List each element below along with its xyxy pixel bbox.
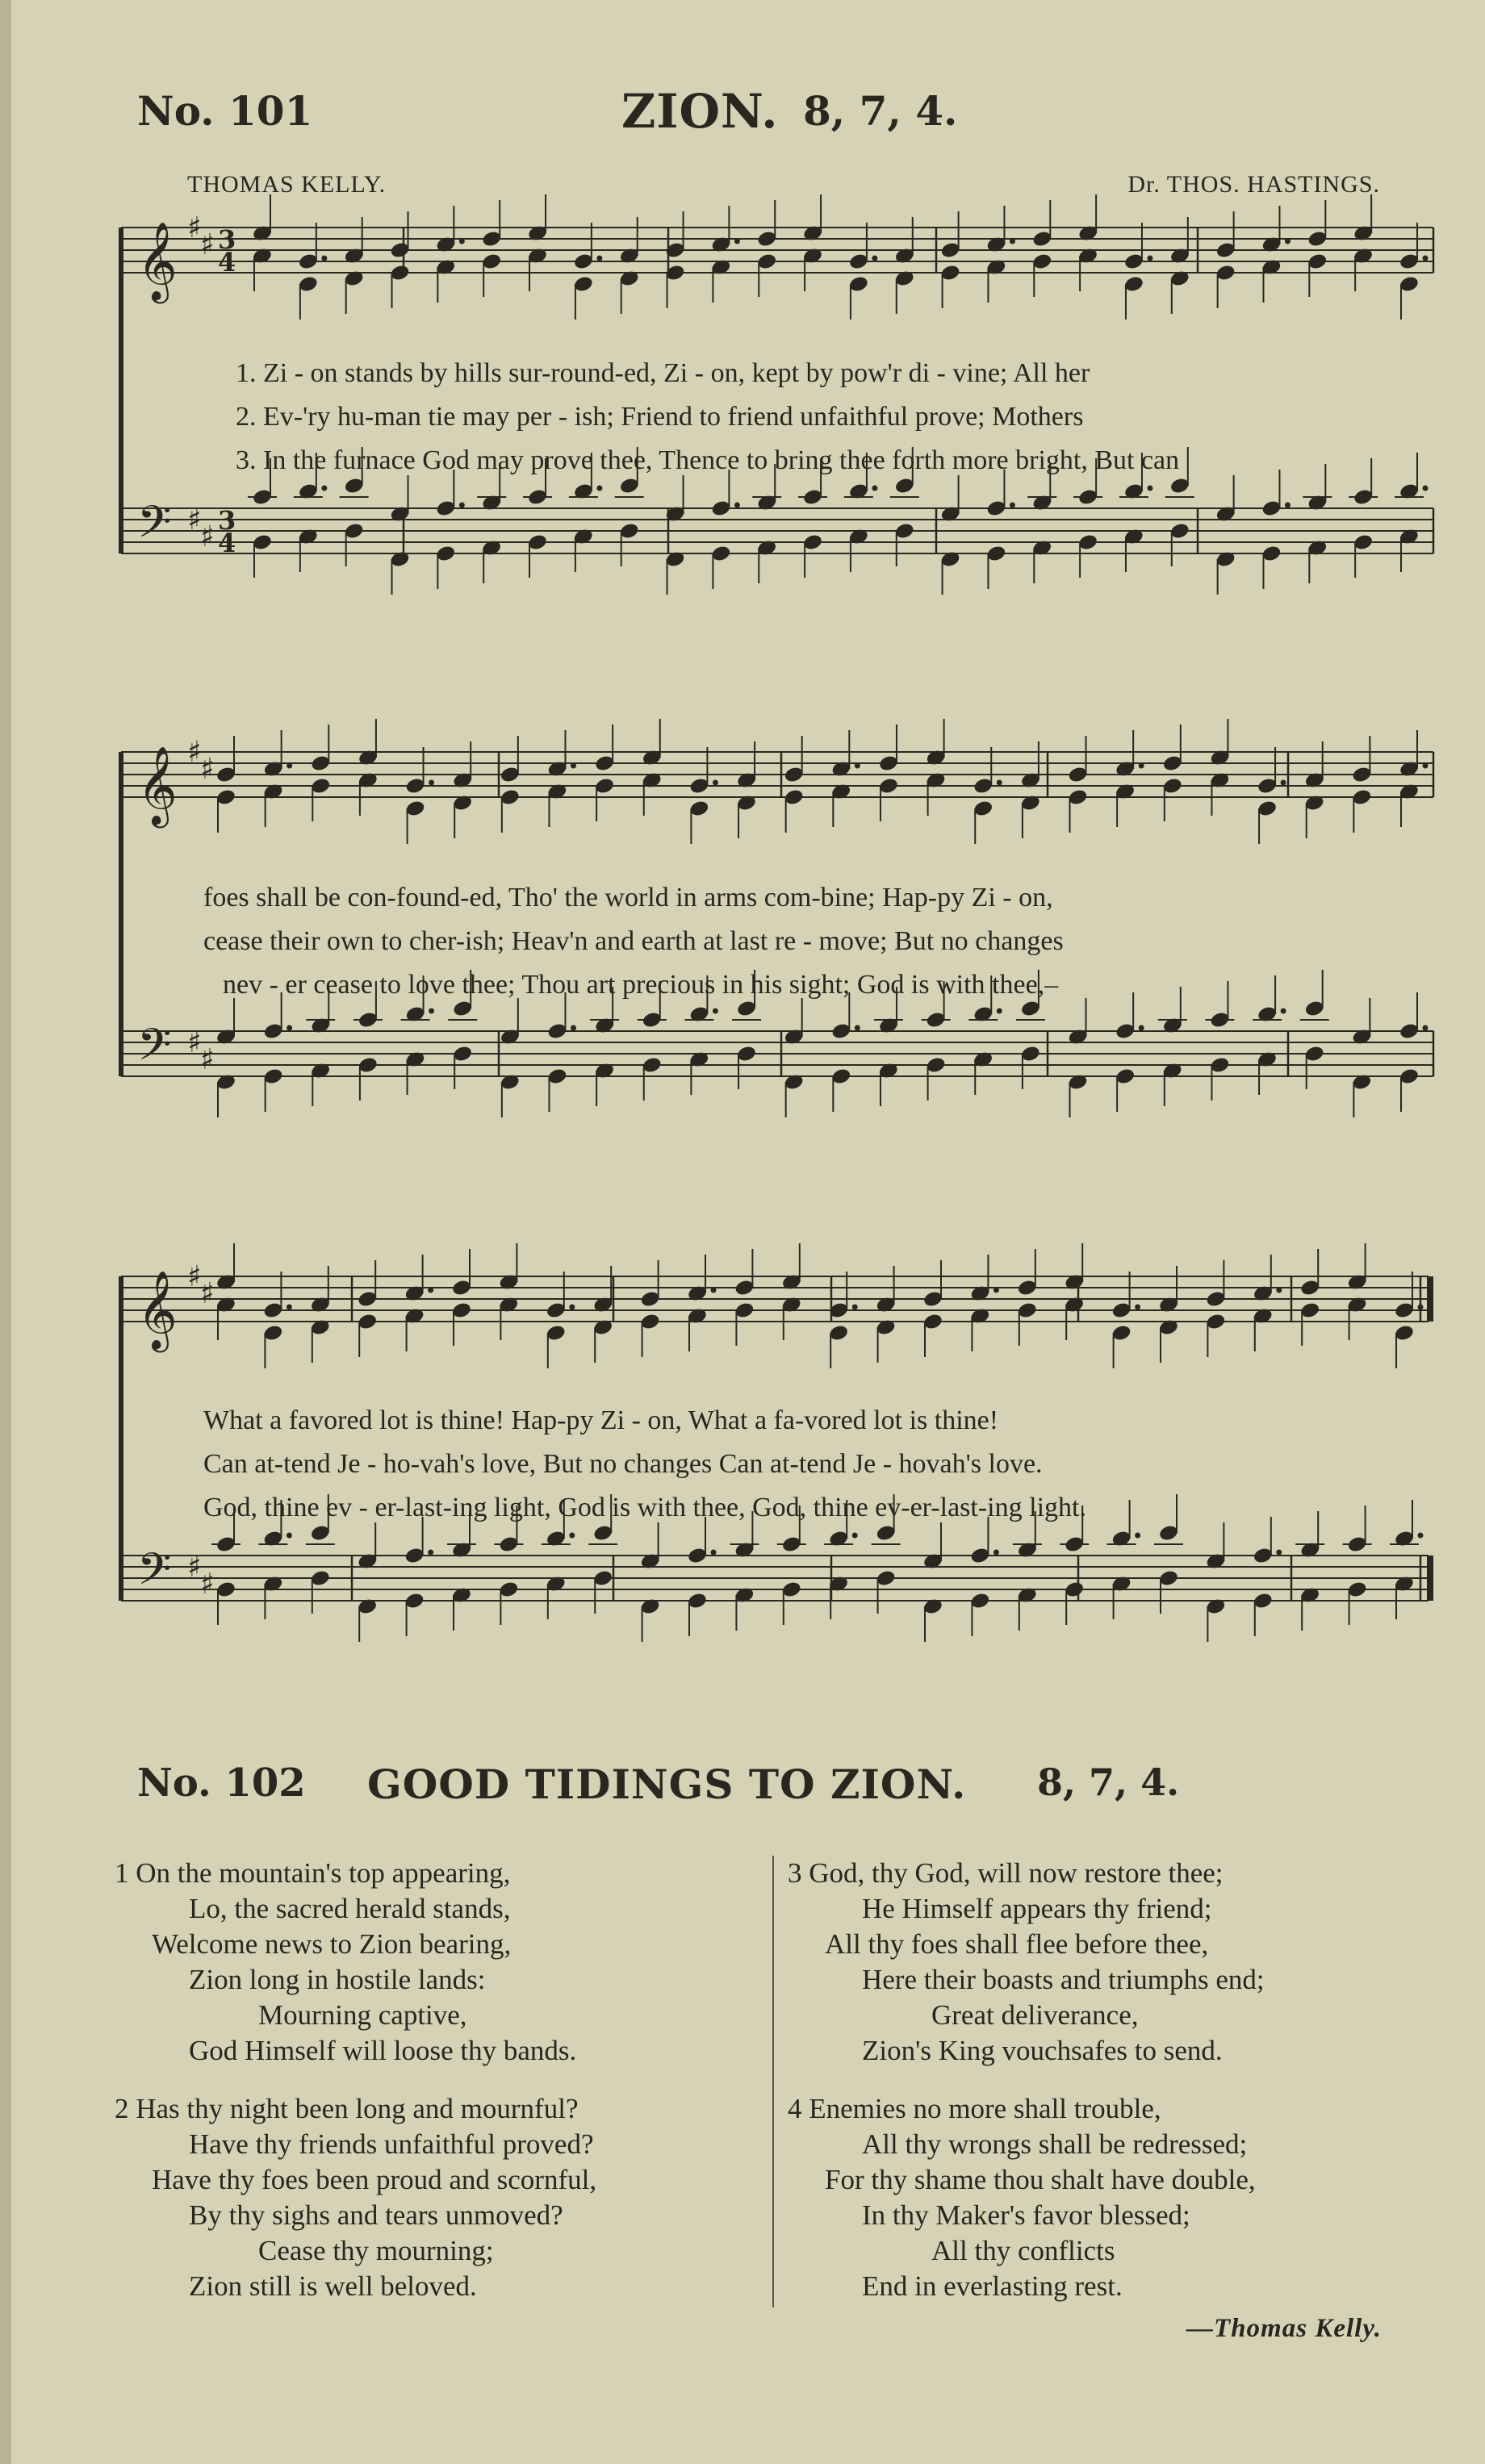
- dot: [571, 763, 576, 769]
- dot: [459, 239, 465, 244]
- dot: [993, 1550, 999, 1556]
- lyric-line: 1. Zi - on stands by hills sur-round-ed, Zi - on, kept by pow'r di - vine; All her: [236, 358, 1090, 388]
- dot: [1147, 256, 1152, 261]
- verse-line: Mourning captive,: [258, 1999, 467, 2031]
- dot: [855, 763, 860, 769]
- sharp-sign: ♯: [200, 520, 215, 553]
- verse-line: Zion long in hostile lands:: [189, 1964, 486, 1995]
- stanza-number: 3: [788, 1857, 802, 1889]
- lyric-line: 2. Ev-'ry hu-man tie may per - ish; Friend to friend unfaithful prove; Mothers: [236, 402, 1084, 432]
- dot: [459, 503, 465, 508]
- dot: [852, 1533, 858, 1539]
- hymn-number: No. 102: [137, 1760, 306, 1806]
- stanza: [115, 2091, 596, 2304]
- dot: [596, 256, 602, 261]
- sharp-sign: ♯: [200, 753, 215, 786]
- dot: [287, 1025, 292, 1031]
- bass-clef: 𝄢: [137, 1019, 172, 1081]
- verse-line: In thy Maker's favor blessed;: [862, 2199, 1190, 2231]
- dot: [596, 486, 602, 491]
- verse-line: Cease thy mourning;: [258, 2235, 494, 2266]
- time-signature: 3: [218, 224, 236, 255]
- sharp-sign: ♯: [200, 1043, 215, 1076]
- verse-line: Enemies no more shall trouble,: [809, 2093, 1161, 2124]
- treble-clef: 𝄞: [137, 1270, 178, 1349]
- dot: [571, 1025, 576, 1031]
- sharp-sign: ♯: [187, 1260, 202, 1293]
- music-credit: Dr. THOS. HASTINGS.: [1127, 171, 1380, 198]
- column-divider: [772, 1856, 774, 2307]
- stanza: [788, 1856, 1265, 2069]
- dot: [287, 1533, 292, 1539]
- dot: [993, 1288, 999, 1293]
- dot: [711, 1288, 717, 1293]
- verse-line: On the mountain's top appearing,: [136, 1857, 511, 1889]
- lyric-line: cease their own to cher-ish; Heav'n and earth at last re - move; But no changes: [203, 926, 1064, 956]
- dot: [711, 1550, 717, 1556]
- dot: [428, 1288, 433, 1293]
- hymn-meter: 8, 7, 4.: [1037, 1760, 1180, 1804]
- stanza-number: 4: [788, 2093, 802, 2124]
- dot: [872, 486, 877, 491]
- dot: [429, 780, 434, 786]
- sharp-sign: ♯: [200, 1568, 215, 1601]
- hymn-meter: 8, 7, 4.: [803, 87, 958, 135]
- dot: [734, 239, 740, 244]
- author-credit: —Thomas Kelly.: [1186, 2314, 1382, 2343]
- bass-clef: 𝄢: [137, 1543, 172, 1606]
- dot: [872, 256, 877, 261]
- verse-line: All thy foes shall flee before thee,: [825, 1928, 1209, 1960]
- verse-line: Lo, the sacred herald stands,: [189, 1893, 511, 1924]
- lyric-line: foes shall be con-found-ed, Tho' the world in arms com-bine; Hap-py Zi - on,: [203, 883, 1053, 913]
- stanza: [788, 2091, 1256, 2304]
- dot: [287, 1305, 292, 1310]
- dot: [1418, 1305, 1424, 1310]
- verse-line: God Himself will loose thy bands.: [189, 2035, 577, 2066]
- sharp-sign: ♯: [187, 736, 202, 769]
- dot: [1285, 239, 1290, 244]
- treble-clef: 𝄞: [137, 221, 178, 300]
- sharp-sign: ♯: [187, 503, 202, 537]
- dot: [429, 1009, 434, 1014]
- stanza-number: 1: [115, 1857, 129, 1889]
- stanza: [115, 1856, 576, 2069]
- sharp-sign: ♯: [187, 1026, 202, 1059]
- dot: [1135, 1533, 1140, 1539]
- dot: [1423, 486, 1429, 491]
- verse-line: Zion's King vouchsafes to send.: [862, 2035, 1223, 2066]
- time-signature: 4: [218, 247, 236, 278]
- verse-line: Have thy friends unfaithful proved?: [189, 2128, 594, 2160]
- lyric-line: God, thine ev - er-last-ing light, God is with thee, God, thine ev-er-last-ing light.: [203, 1493, 1086, 1522]
- dot: [1423, 256, 1429, 261]
- dot: [287, 763, 292, 769]
- lyric-line: What a favored lot is thine! Hap-py Zi - on, What a fa-vored lot is thine!: [203, 1405, 999, 1435]
- verse-line: Zion still is well beloved.: [189, 2270, 477, 2302]
- verse-line: For thy shame thou shalt have double,: [825, 2164, 1256, 2195]
- verse-line: By thy sighs and tears unmoved?: [189, 2199, 563, 2231]
- dot: [1135, 1305, 1140, 1310]
- dot: [428, 1550, 433, 1556]
- dot: [1276, 1550, 1282, 1556]
- verse-line: Welcome news to Zion bearing,: [152, 1928, 512, 1960]
- dot: [852, 1305, 858, 1310]
- stanza-number: 2: [115, 2093, 129, 2124]
- dot: [734, 503, 740, 508]
- dot: [713, 1009, 718, 1014]
- hymn-title: GOOD TIDINGS TO ZION.: [367, 1760, 967, 1808]
- dot: [855, 1025, 860, 1031]
- dot: [997, 1009, 1002, 1014]
- dot: [1010, 239, 1015, 244]
- dot: [713, 780, 718, 786]
- verse-line: All thy wrongs shall be redressed;: [862, 2128, 1248, 2160]
- hymn-number: No. 101: [137, 87, 313, 135]
- sharp-sign: ♯: [200, 228, 215, 261]
- verse-line: Great deliverance,: [931, 1999, 1139, 2031]
- dot: [1281, 1009, 1286, 1014]
- verse-line: All thy conflicts: [931, 2235, 1115, 2266]
- dot: [1139, 763, 1144, 769]
- words-credit: THOMAS KELLY.: [187, 171, 387, 198]
- sharp-sign: ♯: [200, 1277, 215, 1310]
- lyric-line: Can at-tend Je - ho-vah's love, But no changes Can at-tend Je - hovah's love.: [203, 1449, 1043, 1479]
- dot: [1010, 503, 1015, 508]
- hymn-title: ZION.: [621, 84, 779, 139]
- dot: [1418, 1533, 1424, 1539]
- dot: [321, 486, 327, 491]
- sharp-sign: ♯: [187, 1551, 202, 1584]
- verse-line: God, thy God, will now restore thee;: [809, 1857, 1224, 1889]
- dot: [1423, 1025, 1429, 1031]
- dot: [569, 1533, 575, 1539]
- verse-line: Has thy night been long and mournful?: [136, 2093, 579, 2124]
- time-signature: 3: [218, 505, 236, 536]
- bass-clef: 𝄢: [137, 496, 172, 558]
- lyric-line: 3. In the furnace God may prove thee, Thence to bring thee forth more bright, But can: [236, 445, 1180, 475]
- dot: [569, 1305, 575, 1310]
- dot: [997, 780, 1002, 786]
- treble-clef: 𝄞: [137, 745, 178, 825]
- dot: [1276, 1288, 1282, 1293]
- sharp-sign: ♯: [187, 211, 202, 244]
- dot: [1285, 503, 1290, 508]
- lyric-line: nev - er cease to love thee; Thou art precious in his sight; God is with thee,–: [223, 970, 1059, 1000]
- verse-line: Here their boasts and triumphs end;: [862, 1964, 1265, 1995]
- dot: [1139, 1025, 1144, 1031]
- verse-line: End in everlasting rest.: [862, 2270, 1123, 2302]
- dot: [1147, 486, 1152, 491]
- dot: [321, 256, 327, 261]
- time-signature: 4: [218, 528, 236, 558]
- verse-line: He Himself appears thy friend;: [862, 1893, 1212, 1924]
- dot: [1281, 780, 1286, 786]
- verse-line: Have thy foes been proud and scornful,: [152, 2164, 597, 2195]
- dot: [1423, 763, 1429, 769]
